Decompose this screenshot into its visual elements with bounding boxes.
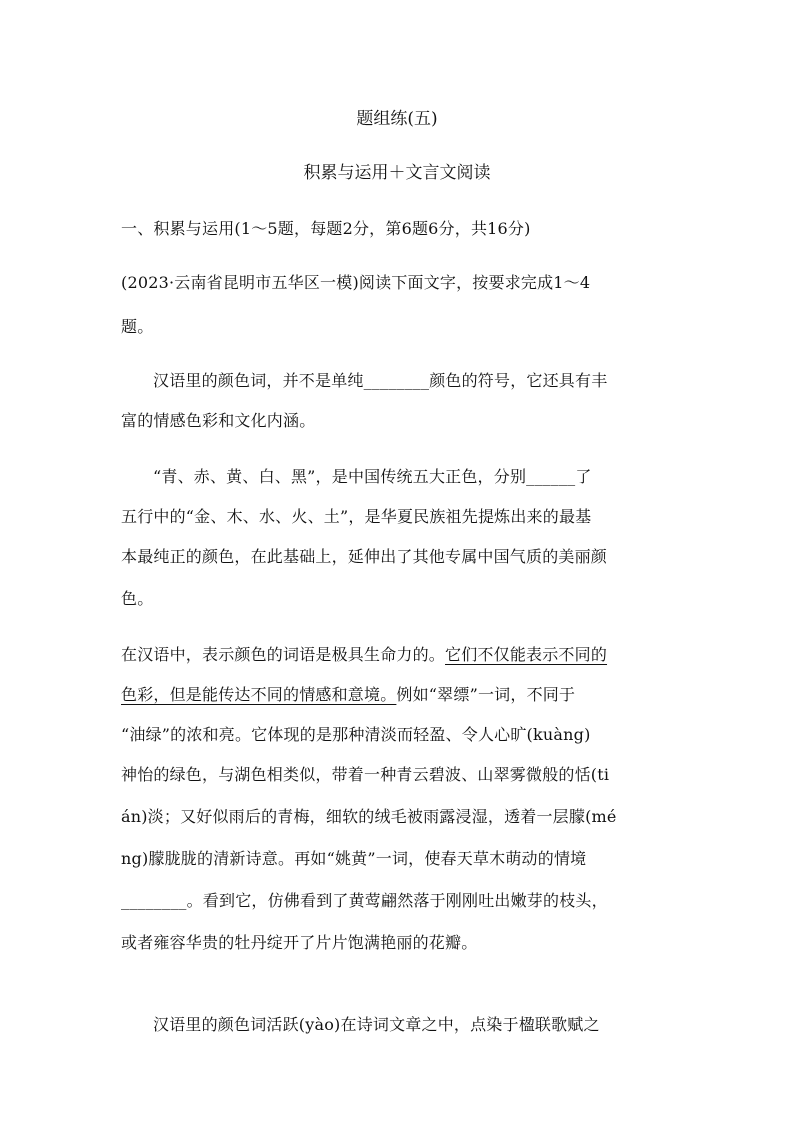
paragraph-2-line-1: “青、赤、黄、白、黑”，是中国传统五大正色，分别______了: [153, 467, 592, 486]
paragraph-3-line-4: 神怡的绿色，与湖色相类似，带着一种青云碧波、山翠雾微般的恬(ti: [121, 765, 610, 784]
page-title: 题组练(五): [356, 109, 438, 129]
paragraph-1-line-2: 富的情感色彩和文化内涵。: [121, 411, 316, 430]
paragraph-3-line-1-plain: 在汉语中，表示颜色的词语是极具生命力的。: [121, 645, 446, 664]
paragraph-3-line-7: ________。看到它，仿佛看到了黄莺翩然落于刚刚吐出嫩芽的枝头，: [121, 891, 608, 910]
underlined-sentence-part-1: 它们不仅能表示不同的: [445, 645, 608, 664]
paragraph-3-line-6: ng)朦胧胧的清新诗意。再如“姚黄”一词，使春天草木萌动的情境: [121, 849, 587, 868]
paragraph-2-line-4: 色。: [121, 589, 154, 608]
paragraph-1-line-1: 汉语里的颜色词，并不是单纯________颜色的符号，它还具有丰: [153, 371, 608, 390]
page-subtitle: 积累与运用＋文言文阅读: [303, 163, 491, 183]
paragraph-2-line-3: 本最纯正的颜色，在此基础上，延伸出了其他专属中国气质的美丽颜: [121, 547, 608, 566]
paragraph-3-line-3: “油绿”的浓和亮。它体现的是那种清淡而轻盈、令人心旷(kuàng): [121, 725, 591, 744]
paragraph-3-line-1: [121, 644, 681, 666]
paragraph-4-line-1: 汉语里的颜色词活跃(yào)在诗词文章之中，点染于楹联歌赋之: [153, 1015, 600, 1034]
paragraph-3-line-2: [121, 684, 681, 706]
paragraph-2-line-2: 五行中的“金、木、水、火、土”，是华夏民族祖先提炼出来的最基: [121, 507, 592, 526]
paragraph-3-line-8: 或者雍容华贵的牡丹绽开了片片饱满艳丽的花瓣。: [121, 933, 478, 952]
underlined-sentence-part-2: 色彩，但是能传达不同的情感和意境。: [121, 685, 397, 704]
paragraph-3-line-5: án)淡；又好似雨后的青梅，细软的绒毛被雨露浸湿，透着一层朦(mé: [121, 807, 617, 826]
source-line-2: 题。: [121, 317, 154, 336]
section-heading: 一、积累与运用(1～5题，每题2分，第6题6分，共16分): [121, 219, 531, 238]
paragraph-3-line-2-plain: 例如“翠缥”一词，不同于: [396, 685, 576, 704]
source-line-1: (2023·云南省昆明市五华区一模)阅读下面文字，按要求完成1～4: [121, 273, 591, 292]
